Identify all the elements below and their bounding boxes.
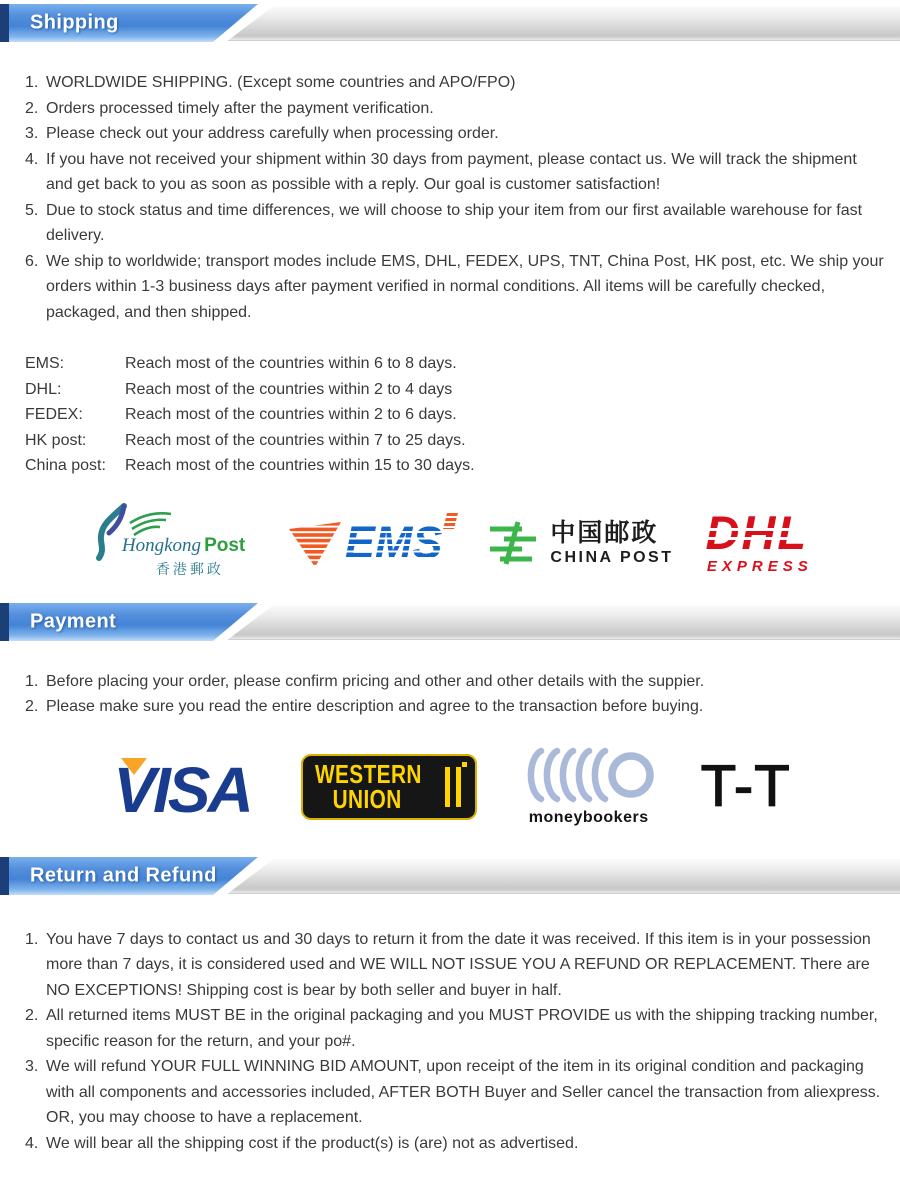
- list-item: [25, 147, 884, 198]
- list-item-number: 3.: [25, 125, 39, 142]
- list-item: [25, 694, 884, 720]
- payment-banner: [0, 603, 900, 641]
- carrier-name: DHL:: [25, 380, 62, 398]
- table-row: [25, 428, 900, 454]
- list-item: [25, 249, 884, 326]
- list-item: [25, 1054, 884, 1131]
- list-item-text: We will bear all the shipping cost if the product(s) is (are) not as advertised.: [46, 1134, 579, 1152]
- list-item-text: Before placing your order, please confirm pricing and other and other details with the suppier.: [46, 672, 705, 690]
- table-row: [25, 402, 900, 428]
- list-item: [25, 198, 884, 249]
- list-item-number: 3.: [25, 1058, 39, 1076]
- shipping-notes-list: [25, 70, 884, 325]
- hongkong-post-logo: [86, 503, 256, 583]
- return-refund-banner: [0, 857, 900, 895]
- list-item-text: Orders processed timely after the payment verification.: [46, 99, 434, 117]
- moneybookers-arcs-icon: [523, 747, 655, 803]
- carrier-name: HK post:: [25, 431, 87, 449]
- list-item-number: 1.: [25, 672, 39, 690]
- list-item-text: Please make sure you read the entire description and agree to the transaction before buying.: [46, 698, 704, 716]
- western-union-line2: UNION: [332, 783, 402, 814]
- carrier-time: Reach most of the countries within 7 to 25 days.: [125, 431, 466, 449]
- return-refund-section: [0, 857, 900, 1184]
- shipping-banner: [0, 4, 900, 42]
- hongkong-post-name: Hongkong: [121, 534, 202, 556]
- western-union-line1: WESTERN: [314, 759, 422, 790]
- dhl-express-text: EXPRESS: [706, 557, 813, 575]
- western-union-wordmark: [314, 759, 432, 814]
- shipping-section-title: Shipping: [30, 11, 119, 34]
- list-item-text: You have 7 days to contact us and 30 days to return it from the date it was received. If this item is in your possession more than 7 days, it is considered used and WE WILL NOT ISSUE YOU A REFUND OR REPLACEMENT. There are NO EXCEPTIONS! Shipping cost is bear by both seller and buyer in half.: [46, 930, 871, 999]
- list-item-text: WORLDWIDE SHIPPING. (Except some countries and APO/FPO): [46, 74, 516, 91]
- list-item: [25, 96, 884, 122]
- return-refund-section-title: Return and Refund: [30, 864, 217, 887]
- banner-left-edge: [0, 603, 9, 641]
- carrier-time: Reach most of the countries within 15 to 30 days.: [125, 457, 475, 475]
- return-refund-notes-list: [25, 927, 884, 1184]
- carrier-name: EMS:: [25, 355, 65, 372]
- list-item-text: We ship to worldwide; transport modes include EMS, DHL, FEDEX, UPS, TNT, China Post, HK post, etc. We ship your orders within 1-3 business days after payment verified in normal conditions. All items will be carefully checked, packaged, and then shipped.: [46, 252, 884, 321]
- payment-logos-row: [0, 744, 900, 830]
- list-item: [25, 1131, 884, 1157]
- visa-wordmark: VISA: [113, 753, 251, 826]
- list-item: [25, 1003, 884, 1054]
- carrier-time: Reach most of the countries within 2 to 4 days: [125, 380, 453, 398]
- hongkong-post-suffix: Post: [204, 534, 246, 556]
- list-item: [25, 669, 884, 695]
- carrier-name: China post:: [25, 457, 106, 475]
- china-post-logo: [488, 519, 673, 568]
- banner-left-edge: [0, 4, 9, 42]
- banner-left-edge: [0, 857, 9, 895]
- visa-logo: [109, 752, 254, 826]
- western-union-dot-icon: [462, 762, 467, 767]
- ems-logo: [288, 511, 457, 575]
- ems-wordmark: EMS: [345, 520, 448, 565]
- payment-section-title: Payment: [30, 610, 117, 633]
- china-post-wordmark: [550, 519, 673, 568]
- list-item: [25, 121, 884, 147]
- list-item-text: We will refund YOUR FULL WINNING BID AMOUNT, upon receipt of the item in its original condition and packaging with all components and accessories included, AFTER BOTH Buyer and Seller cancel the transaction from aliexpress. OR, you may choose to have a replacement.: [46, 1058, 881, 1127]
- ems-accent-icon: [443, 513, 458, 529]
- table-row: [25, 453, 900, 479]
- carrier-time: Reach most of the countries within 2 to 6 days.: [125, 406, 457, 424]
- list-item: [25, 70, 884, 96]
- dhl-logo: [705, 506, 815, 575]
- list-item-number: 2.: [25, 698, 39, 716]
- ems-flag-icon: [288, 522, 342, 568]
- table-row: [25, 351, 900, 377]
- list-item-text: All returned items MUST BE in the original packaging and you MUST PROVIDE us with the shipping tracking number, specific reason for the return, and your po#.: [46, 1007, 878, 1050]
- carrier-name: FEDEX:: [25, 406, 83, 424]
- western-union-logo: [301, 754, 477, 820]
- list-item-number: 6.: [25, 252, 39, 270]
- list-item-number: 1.: [25, 930, 39, 948]
- tt-wire-transfer-logo: T-T: [700, 754, 791, 820]
- list-item-number: 5.: [25, 201, 39, 219]
- hongkong-post-wordmark: [122, 535, 245, 557]
- list-item: [25, 927, 884, 1004]
- list-item-number: 1.: [25, 74, 39, 91]
- list-item-number: 2.: [25, 99, 39, 117]
- list-item-text: Please check out your address carefully when processing order.: [46, 125, 499, 142]
- list-item-text: If you have not received your shipment within 30 days from payment, please contact us. We will track the shipment and get back to you as soon as possible with a reply. Our goal is customer satisfaction!: [46, 150, 857, 193]
- carrier-logos-row: [0, 501, 900, 585]
- dhl-wordmark: DHL: [706, 511, 815, 556]
- shipping-section: [0, 4, 900, 585]
- china-post-emblem-icon: [488, 520, 538, 566]
- list-item-number: 4.: [25, 150, 39, 168]
- hongkong-post-chinese-text: 香港郵政: [155, 560, 224, 577]
- delivery-times-table: [25, 351, 900, 479]
- list-item-number: 2.: [25, 1007, 39, 1025]
- payment-section: [0, 603, 900, 830]
- moneybookers-wordmark: moneybookers: [528, 808, 649, 826]
- china-post-english-text: CHINA POST: [550, 549, 674, 567]
- list-item-text: Due to stock status and time differences, we will choose to ship your item from our first available warehouse for fast delivery.: [46, 201, 863, 244]
- shipping-payment-info-page: [0, 4, 900, 1184]
- list-item-number: 4.: [25, 1134, 39, 1152]
- china-post-chinese-text: 中国邮政: [550, 518, 659, 547]
- western-union-badge: [301, 754, 477, 820]
- carrier-time: Reach most of the countries within 6 to 8 days.: [125, 355, 457, 372]
- payment-notes-list: [25, 669, 884, 720]
- table-row: [25, 377, 900, 403]
- western-union-bars-icon: [445, 767, 461, 807]
- moneybookers-logo: [523, 747, 655, 827]
